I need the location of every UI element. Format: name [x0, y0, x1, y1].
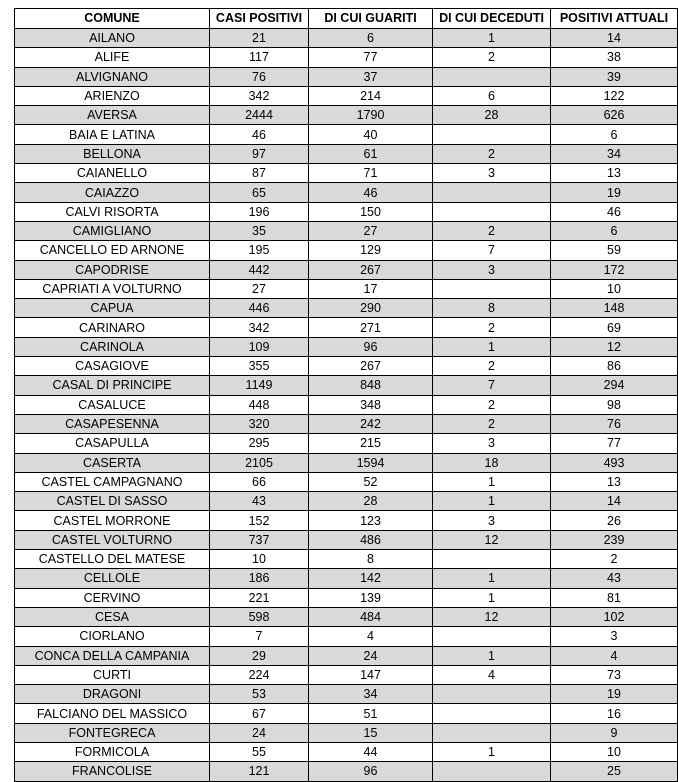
positivi-attuali-cell: 39 — [551, 67, 678, 86]
deceduti-cell: 18 — [433, 453, 551, 472]
deceduti-cell: 12 — [433, 530, 551, 549]
guariti-cell: 96 — [309, 762, 433, 781]
deceduti-cell: 3 — [433, 434, 551, 453]
deceduti-cell — [433, 67, 551, 86]
casi-positivi-cell: 195 — [210, 241, 309, 260]
header-di-cui-deceduti: DI CUI DECEDUTI — [433, 9, 551, 29]
deceduti-cell: 12 — [433, 607, 551, 626]
guariti-cell: 46 — [309, 183, 433, 202]
comune-cell: CASTEL MORRONE — [15, 511, 210, 530]
comune-cell: DRAGONI — [15, 685, 210, 704]
casi-positivi-cell: 598 — [210, 607, 309, 626]
guariti-cell: 129 — [309, 241, 433, 260]
positivi-attuali-cell: 172 — [551, 260, 678, 279]
casi-positivi-cell: 7 — [210, 627, 309, 646]
table-row — [15, 125, 678, 144]
comune-cell: CASALUCE — [15, 395, 210, 414]
deceduti-cell: 7 — [433, 376, 551, 395]
positivi-attuali-cell: 19 — [551, 183, 678, 202]
guariti-cell: 17 — [309, 279, 433, 298]
casi-positivi-cell: 43 — [210, 492, 309, 511]
positivi-attuali-cell: 77 — [551, 434, 678, 453]
guariti-cell: 142 — [309, 569, 433, 588]
casi-positivi-cell: 97 — [210, 144, 309, 163]
comune-cell: CASERTA — [15, 453, 210, 472]
guariti-cell: 214 — [309, 86, 433, 105]
positivi-attuali-cell: 13 — [551, 164, 678, 183]
casi-positivi-cell: 2444 — [210, 106, 309, 125]
guariti-cell: 24 — [309, 646, 433, 665]
casi-positivi-cell: 55 — [210, 742, 309, 761]
deceduti-cell: 1 — [433, 29, 551, 48]
guariti-cell: 271 — [309, 318, 433, 337]
guariti-cell: 123 — [309, 511, 433, 530]
positivi-attuali-cell: 59 — [551, 241, 678, 260]
positivi-attuali-cell: 73 — [551, 665, 678, 684]
guariti-cell: 1594 — [309, 453, 433, 472]
comune-cell: CASTEL DI SASSO — [15, 492, 210, 511]
deceduti-cell: 1 — [433, 569, 551, 588]
guariti-cell: 147 — [309, 665, 433, 684]
table-row — [15, 530, 678, 549]
casi-positivi-cell: 448 — [210, 395, 309, 414]
table-row — [15, 492, 678, 511]
casi-positivi-cell: 66 — [210, 472, 309, 491]
table-row — [15, 67, 678, 86]
deceduti-cell: 3 — [433, 260, 551, 279]
casi-positivi-cell: 29 — [210, 646, 309, 665]
casi-positivi-cell: 342 — [210, 86, 309, 105]
casi-positivi-cell: 442 — [210, 260, 309, 279]
deceduti-cell — [433, 202, 551, 221]
deceduti-cell — [433, 550, 551, 569]
positivi-attuali-cell: 69 — [551, 318, 678, 337]
positivi-attuali-cell: 4 — [551, 646, 678, 665]
positivi-attuali-cell: 102 — [551, 607, 678, 626]
positivi-attuali-cell: 148 — [551, 299, 678, 318]
deceduti-cell: 2 — [433, 48, 551, 67]
comune-cell: CALVI RISORTA — [15, 202, 210, 221]
table-row — [15, 607, 678, 626]
table-row — [15, 414, 678, 433]
casi-positivi-cell: 21 — [210, 29, 309, 48]
deceduti-cell — [433, 627, 551, 646]
table-row — [15, 742, 678, 761]
table-row — [15, 665, 678, 684]
guariti-cell: 150 — [309, 202, 433, 221]
table-row — [15, 627, 678, 646]
comune-cell: CONCA DELLA CAMPANIA — [15, 646, 210, 665]
guariti-cell: 71 — [309, 164, 433, 183]
deceduti-cell — [433, 723, 551, 742]
deceduti-cell: 8 — [433, 299, 551, 318]
deceduti-cell — [433, 125, 551, 144]
deceduti-cell: 6 — [433, 86, 551, 105]
positivi-attuali-cell: 38 — [551, 48, 678, 67]
casi-positivi-cell: 27 — [210, 279, 309, 298]
comune-cell: FONTEGRECA — [15, 723, 210, 742]
table-row — [15, 395, 678, 414]
guariti-cell: 242 — [309, 414, 433, 433]
comune-cell: BAIA E LATINA — [15, 125, 210, 144]
guariti-cell: 34 — [309, 685, 433, 704]
guariti-cell: 290 — [309, 299, 433, 318]
comune-cell: CARINOLA — [15, 337, 210, 356]
guariti-cell: 6 — [309, 29, 433, 48]
casi-positivi-cell: 152 — [210, 511, 309, 530]
table-row — [15, 357, 678, 376]
positivi-attuali-cell: 12 — [551, 337, 678, 356]
comune-cell: ARIENZO — [15, 86, 210, 105]
deceduti-cell: 1 — [433, 588, 551, 607]
positivi-attuali-cell: 26 — [551, 511, 678, 530]
positivi-attuali-cell: 34 — [551, 144, 678, 163]
casi-positivi-cell: 320 — [210, 414, 309, 433]
table-row — [15, 550, 678, 569]
deceduti-cell: 2 — [433, 357, 551, 376]
header-comune: COMUNE — [15, 9, 210, 29]
positivi-attuali-cell: 19 — [551, 685, 678, 704]
guariti-cell: 484 — [309, 607, 433, 626]
table-row — [15, 704, 678, 723]
casi-positivi-cell: 24 — [210, 723, 309, 742]
table-row — [15, 106, 678, 125]
guariti-cell: 44 — [309, 742, 433, 761]
casi-positivi-cell: 87 — [210, 164, 309, 183]
comune-cell: CANCELLO ED ARNONE — [15, 241, 210, 260]
guariti-cell: 61 — [309, 144, 433, 163]
guariti-cell: 4 — [309, 627, 433, 646]
casi-positivi-cell: 10 — [210, 550, 309, 569]
comune-cell: CAPRIATI A VOLTURNO — [15, 279, 210, 298]
table-row — [15, 434, 678, 453]
header-casi-positivi: CASI POSITIVI — [210, 9, 309, 29]
positivi-attuali-cell: 10 — [551, 279, 678, 298]
comune-cell: CIORLANO — [15, 627, 210, 646]
deceduti-cell — [433, 762, 551, 781]
guariti-cell: 37 — [309, 67, 433, 86]
positivi-attuali-cell: 6 — [551, 221, 678, 240]
deceduti-cell: 2 — [433, 395, 551, 414]
deceduti-cell: 28 — [433, 106, 551, 125]
casi-positivi-cell: 121 — [210, 762, 309, 781]
positivi-attuali-cell: 81 — [551, 588, 678, 607]
comune-cell: BELLONA — [15, 144, 210, 163]
guariti-cell: 139 — [309, 588, 433, 607]
table-row — [15, 86, 678, 105]
guariti-cell: 51 — [309, 704, 433, 723]
casi-positivi-cell: 117 — [210, 48, 309, 67]
guariti-cell: 8 — [309, 550, 433, 569]
guariti-cell: 77 — [309, 48, 433, 67]
casi-positivi-cell: 737 — [210, 530, 309, 549]
positivi-attuali-cell: 3 — [551, 627, 678, 646]
deceduti-cell: 2 — [433, 318, 551, 337]
positivi-attuali-cell: 294 — [551, 376, 678, 395]
table-row — [15, 646, 678, 665]
comune-cell: FRANCOLISE — [15, 762, 210, 781]
table-row — [15, 164, 678, 183]
table-row — [15, 511, 678, 530]
guariti-cell: 267 — [309, 260, 433, 279]
positivi-attuali-cell: 6 — [551, 125, 678, 144]
comune-cell: CASAGIOVE — [15, 357, 210, 376]
deceduti-cell: 1 — [433, 472, 551, 491]
casi-positivi-cell: 446 — [210, 299, 309, 318]
comune-cell: CASAPULLA — [15, 434, 210, 453]
positivi-attuali-cell: 10 — [551, 742, 678, 761]
table-row — [15, 241, 678, 260]
header-positivi-attuali: POSITIVI ATTUALI — [551, 9, 678, 29]
guariti-cell: 28 — [309, 492, 433, 511]
table-row — [15, 299, 678, 318]
casi-positivi-cell: 224 — [210, 665, 309, 684]
deceduti-cell: 1 — [433, 337, 551, 356]
table-row — [15, 569, 678, 588]
comune-cell: CURTI — [15, 665, 210, 684]
comune-cell: CASAPESENNA — [15, 414, 210, 433]
positivi-attuali-cell: 122 — [551, 86, 678, 105]
deceduti-cell: 3 — [433, 164, 551, 183]
guariti-cell: 348 — [309, 395, 433, 414]
casi-positivi-cell: 35 — [210, 221, 309, 240]
positivi-attuali-cell: 9 — [551, 723, 678, 742]
positivi-attuali-cell: 626 — [551, 106, 678, 125]
guariti-cell: 486 — [309, 530, 433, 549]
positivi-attuali-cell: 239 — [551, 530, 678, 549]
table-row — [15, 29, 678, 48]
positivi-attuali-cell: 14 — [551, 492, 678, 511]
casi-positivi-cell: 65 — [210, 183, 309, 202]
table-row — [15, 260, 678, 279]
positivi-attuali-cell: 2 — [551, 550, 678, 569]
header-row — [15, 9, 678, 29]
casi-positivi-cell: 196 — [210, 202, 309, 221]
positivi-attuali-cell: 16 — [551, 704, 678, 723]
guariti-cell: 96 — [309, 337, 433, 356]
comune-cell: CASTELLO DEL MATESE — [15, 550, 210, 569]
casi-positivi-cell: 46 — [210, 125, 309, 144]
positivi-attuali-cell: 493 — [551, 453, 678, 472]
table-row — [15, 453, 678, 472]
casi-positivi-cell: 67 — [210, 704, 309, 723]
table-row — [15, 337, 678, 356]
casi-positivi-cell: 355 — [210, 357, 309, 376]
comune-cell: CASAL DI PRINCIPE — [15, 376, 210, 395]
comune-cell: CAIAZZO — [15, 183, 210, 202]
positivi-attuali-cell: 25 — [551, 762, 678, 781]
comune-cell: ALIFE — [15, 48, 210, 67]
header-di-cui-guariti: DI CUI GUARITI — [309, 9, 433, 29]
positivi-attuali-cell: 98 — [551, 395, 678, 414]
deceduti-cell: 2 — [433, 144, 551, 163]
comune-cell: FALCIANO DEL MASSICO — [15, 704, 210, 723]
casi-positivi-cell: 1149 — [210, 376, 309, 395]
casi-positivi-cell: 186 — [210, 569, 309, 588]
guariti-cell: 1790 — [309, 106, 433, 125]
deceduti-cell: 1 — [433, 492, 551, 511]
casi-positivi-cell: 53 — [210, 685, 309, 704]
comune-cell: CAIANELLO — [15, 164, 210, 183]
deceduti-cell: 7 — [433, 241, 551, 260]
guariti-cell: 15 — [309, 723, 433, 742]
comune-cell: CASTEL CAMPAGNANO — [15, 472, 210, 491]
deceduti-cell: 3 — [433, 511, 551, 530]
positivi-attuali-cell: 46 — [551, 202, 678, 221]
table-row — [15, 588, 678, 607]
deceduti-cell — [433, 704, 551, 723]
table-row — [15, 279, 678, 298]
casi-positivi-cell: 295 — [210, 434, 309, 453]
comune-cell: CAMIGLIANO — [15, 221, 210, 240]
table-row — [15, 221, 678, 240]
casi-positivi-cell: 342 — [210, 318, 309, 337]
casi-positivi-cell: 109 — [210, 337, 309, 356]
positivi-attuali-cell: 14 — [551, 29, 678, 48]
table-row — [15, 723, 678, 742]
casi-positivi-cell: 221 — [210, 588, 309, 607]
table-row — [15, 183, 678, 202]
positivi-attuali-cell: 13 — [551, 472, 678, 491]
guariti-cell: 848 — [309, 376, 433, 395]
table-row — [15, 318, 678, 337]
comune-cell: AVERSA — [15, 106, 210, 125]
covid-cases-table — [14, 8, 678, 782]
positivi-attuali-cell: 76 — [551, 414, 678, 433]
deceduti-cell — [433, 685, 551, 704]
comune-cell: CESA — [15, 607, 210, 626]
table-row — [15, 144, 678, 163]
guariti-cell: 27 — [309, 221, 433, 240]
deceduti-cell: 4 — [433, 665, 551, 684]
positivi-attuali-cell: 43 — [551, 569, 678, 588]
table-row — [15, 762, 678, 781]
comune-cell: ALVIGNANO — [15, 67, 210, 86]
table-row — [15, 472, 678, 491]
deceduti-cell: 2 — [433, 414, 551, 433]
guariti-cell: 52 — [309, 472, 433, 491]
table-row — [15, 48, 678, 67]
comune-cell: AILANO — [15, 29, 210, 48]
table-row — [15, 202, 678, 221]
table-row — [15, 685, 678, 704]
comune-cell: CASTEL VOLTURNO — [15, 530, 210, 549]
casi-positivi-cell: 76 — [210, 67, 309, 86]
deceduti-cell: 2 — [433, 221, 551, 240]
deceduti-cell — [433, 183, 551, 202]
positivi-attuali-cell: 86 — [551, 357, 678, 376]
comune-cell: CELLOLE — [15, 569, 210, 588]
comune-cell: CAPODRISE — [15, 260, 210, 279]
comune-cell: FORMICOLA — [15, 742, 210, 761]
guariti-cell: 40 — [309, 125, 433, 144]
guariti-cell: 215 — [309, 434, 433, 453]
comune-cell: CARINARO — [15, 318, 210, 337]
table-row — [15, 376, 678, 395]
deceduti-cell: 1 — [433, 646, 551, 665]
comune-cell: CERVINO — [15, 588, 210, 607]
casi-positivi-cell: 2105 — [210, 453, 309, 472]
deceduti-cell: 1 — [433, 742, 551, 761]
deceduti-cell — [433, 279, 551, 298]
comune-cell: CAPUA — [15, 299, 210, 318]
guariti-cell: 267 — [309, 357, 433, 376]
